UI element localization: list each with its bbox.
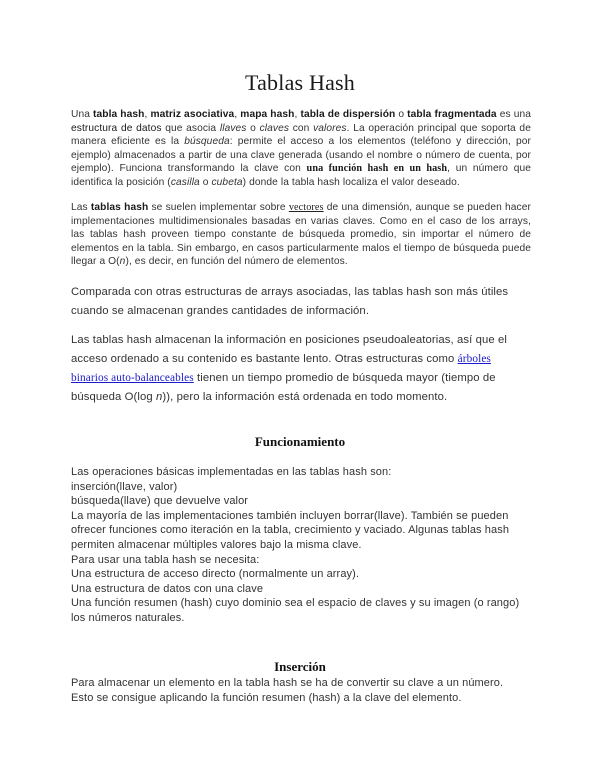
italic-text: cubeta [211,176,243,188]
funcionamiento-section [71,465,531,626]
text: , [234,109,241,120]
text: ), es decir, en función del número de elementos. [125,256,348,268]
text: tienen un tiempo promedio de búsqueda mayor (tiempo de [193,372,496,384]
text-line [71,369,531,388]
text-line: Para almacenar un elemento en la tabla hash se ha de convertir su clave a un número. [71,677,504,689]
text-line: Esto se consigue aplicando la función resumen (hash) a la clave del elemento. [71,691,462,704]
text: Las [71,202,91,213]
term-matriz-asociativa: matriz asociativa [150,109,235,120]
text-line: Para usar una tabla hash se necesita: [71,553,260,566]
comparison-paragraph [71,283,531,321]
text-line: ofrecer funciones como iteración en la tabla, crecimiento y vaciado. Algunas tablas hash [71,524,510,537]
text-line: Las operaciones básicas implementadas en las tablas hash son: [71,466,392,478]
term-tabla-dispersion: tabla de dispersión [300,109,396,120]
text-line: Una estructura de datos con una clave [71,582,264,595]
term-tabla-fragmentada: tabla fragmentada [407,109,497,120]
section-heading-insercion: Inserción [274,659,326,674]
link-binarios-auto-balanceables[interactable]: binarios auto-balanceables [71,372,194,384]
text: de una dimensión, aunque se pueden hacer implementaciones multidimensionales basadas en varias claves. Como en el caso de los arrays, las tablas hash proveen tiempo constante de búsqueda promedio, sin importar el número de elementos en la tabla. Sin embargo, en casos particularmente malos el tiempo de búsqueda puede llegar a O( [71,202,532,268]
italic-text: n [156,391,163,403]
text: con [289,122,314,134]
link-vectores[interactable]: vectores [288,202,324,213]
link-estructura-de-datos[interactable]: estructura de datos [71,122,162,134]
text-line: Una función resumen (hash) cuyo dominio sea el espacio de claves y su imagen (o rango) [71,597,520,610]
link-funcion-hash[interactable]: una función hash en un hash [306,163,448,175]
italic-text: búsqueda [184,136,230,148]
text-line [71,388,531,407]
section-heading-funcionamiento: Funcionamiento [254,434,346,449]
term-tabla-hash: tabla hash [93,109,145,120]
ordering-paragraph [71,331,531,407]
page-title: Tablas Hash [244,70,356,95]
text: se suelen implementar sobre [148,202,289,213]
implementation-paragraph [71,201,531,269]
text-line: Las tablas hash almacenan la información en posiciones pseudoaleatorias, así que el [71,334,507,346]
text: , [294,109,301,120]
text-line: cuando se almacenan grandes cantidades de información. [71,305,370,317]
term-mapa-hash: mapa hash [240,109,295,120]
text: )), pero la información está ordenada en todo momento. [162,391,448,403]
text-line: búsqueda(llave) que devuelve valor [71,495,249,508]
text-line: inserción(llave, valor) [71,480,178,493]
intro-paragraph [71,108,531,190]
text: : permite el acceso a los elementos (teléfono y dirección, por ejemplo) almacenados a partir de una clave generada (usando el nombre o número de cuenta, por ejemplo). Funciona transformando la clave con [71,136,531,175]
italic-text: llaves [219,122,247,134]
link-arboles[interactable]: árboles [457,353,491,365]
italic-text: claves [259,122,290,134]
text: , un número que identifica la posición ( [71,163,531,188]
text: , [144,109,151,120]
text-line: permiten almacenar múltiples valores bajo la misma clave. [71,538,362,551]
text: o [199,176,212,188]
text: o [246,122,260,134]
text: acceso ordenado a su contenido es bastante lento. Otras estructuras como [71,353,458,365]
text-line: los números naturales. [71,611,185,624]
text-line: Comparada con otras estructuras de arrays asociadas, las tablas hash son más útiles [71,286,509,298]
text: búsqueda O(log [71,391,157,403]
text: . La operación principal que soporta de manera eficiente es la [71,122,531,148]
text-line: Una estructura de acceso directo (normalmente un array). [71,568,360,581]
text: ) donde la tabla hash localiza el valor deseado. [242,176,460,188]
text-line [71,350,531,369]
text: es una [496,109,531,120]
text: que asocia [161,122,220,134]
italic-text: valores [313,122,347,134]
italic-text: n [119,256,126,268]
text: Una [71,109,94,120]
italic-text: casilla [170,176,200,188]
text-line: La mayoría de las implementaciones también incluyen borrar(llave). También se pueden [71,509,509,522]
insercion-section [71,676,531,705]
text: o [395,109,408,120]
term-tablas-hash: tablas hash [90,202,149,213]
